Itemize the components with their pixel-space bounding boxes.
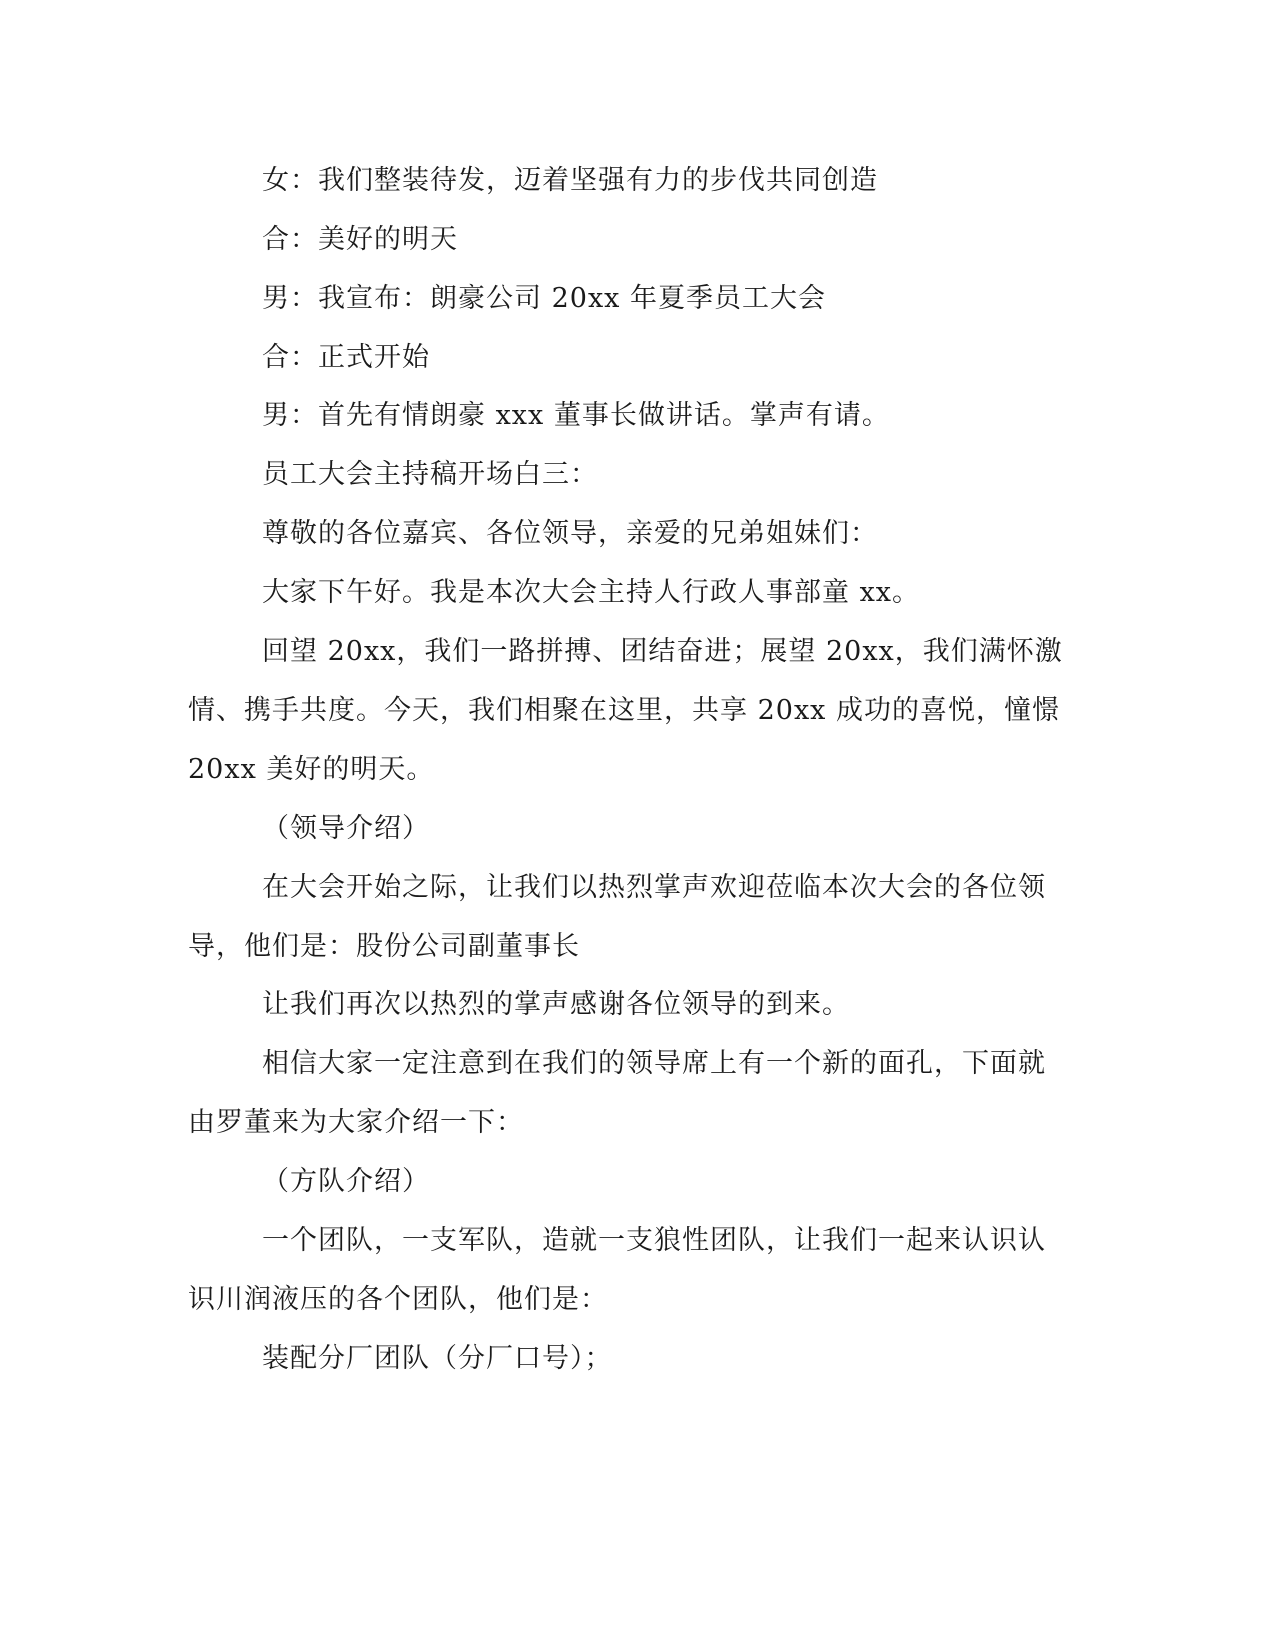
section-heading: 员工大会主持稿开场白三： [262,459,598,490]
paragraph-line: 在大会开始之际，让我们以热烈掌声欢迎莅临本次大会的各位领 [262,872,1046,903]
paragraph-line: 20xx 美好的明天。 [188,754,435,785]
text-line: 男：首先有情朗豪 xxx 董事长做讲话。掌声有请。 [262,400,890,431]
text-line: 合：正式开始 [262,342,430,373]
paragraph-line: 识川润液压的各个团队，他们是： [188,1284,608,1315]
paragraph-line: 相信大家一定注意到在我们的领导席上有一个新的面孔，下面就 [262,1048,1046,1079]
text-line: 女：我们整装待发，迈着坚强有力的步伐共同创造 [262,165,878,196]
section-note: （方队介绍） [262,1166,430,1197]
text-line: 男：我宣布：朗豪公司 20xx 年夏季员工大会 [262,283,826,314]
text-line: 大家下午好。我是本次大会主持人行政人事部童 xx。 [262,577,921,608]
paragraph-line: 由罗董来为大家介绍一下： [188,1107,524,1138]
salutation: 尊敬的各位嘉宾、各位领导，亲爱的兄弟姐妹们： [262,518,878,549]
section-note: （领导介绍） [262,813,430,844]
paragraph-line: 回望 20xx，我们一路拼搏、团结奋进；展望 20xx，我们满怀激 [262,636,1063,667]
text-line: 让我们再次以热烈的掌声感谢各位领导的到来。 [262,989,850,1020]
paragraph-line: 一个团队，一支军队，造就一支狼性团队，让我们一起来认识认 [262,1225,1046,1256]
paragraph-line: 情、携手共度。今天，我们相聚在这里，共享 20xx 成功的喜悦，憧憬 [188,695,1060,726]
text-line: 装配分厂团队（分厂口号）； [262,1343,613,1374]
text-line: 合：美好的明天 [262,224,458,255]
paragraph-line: 导，他们是：股份公司副董事长 [188,931,580,962]
